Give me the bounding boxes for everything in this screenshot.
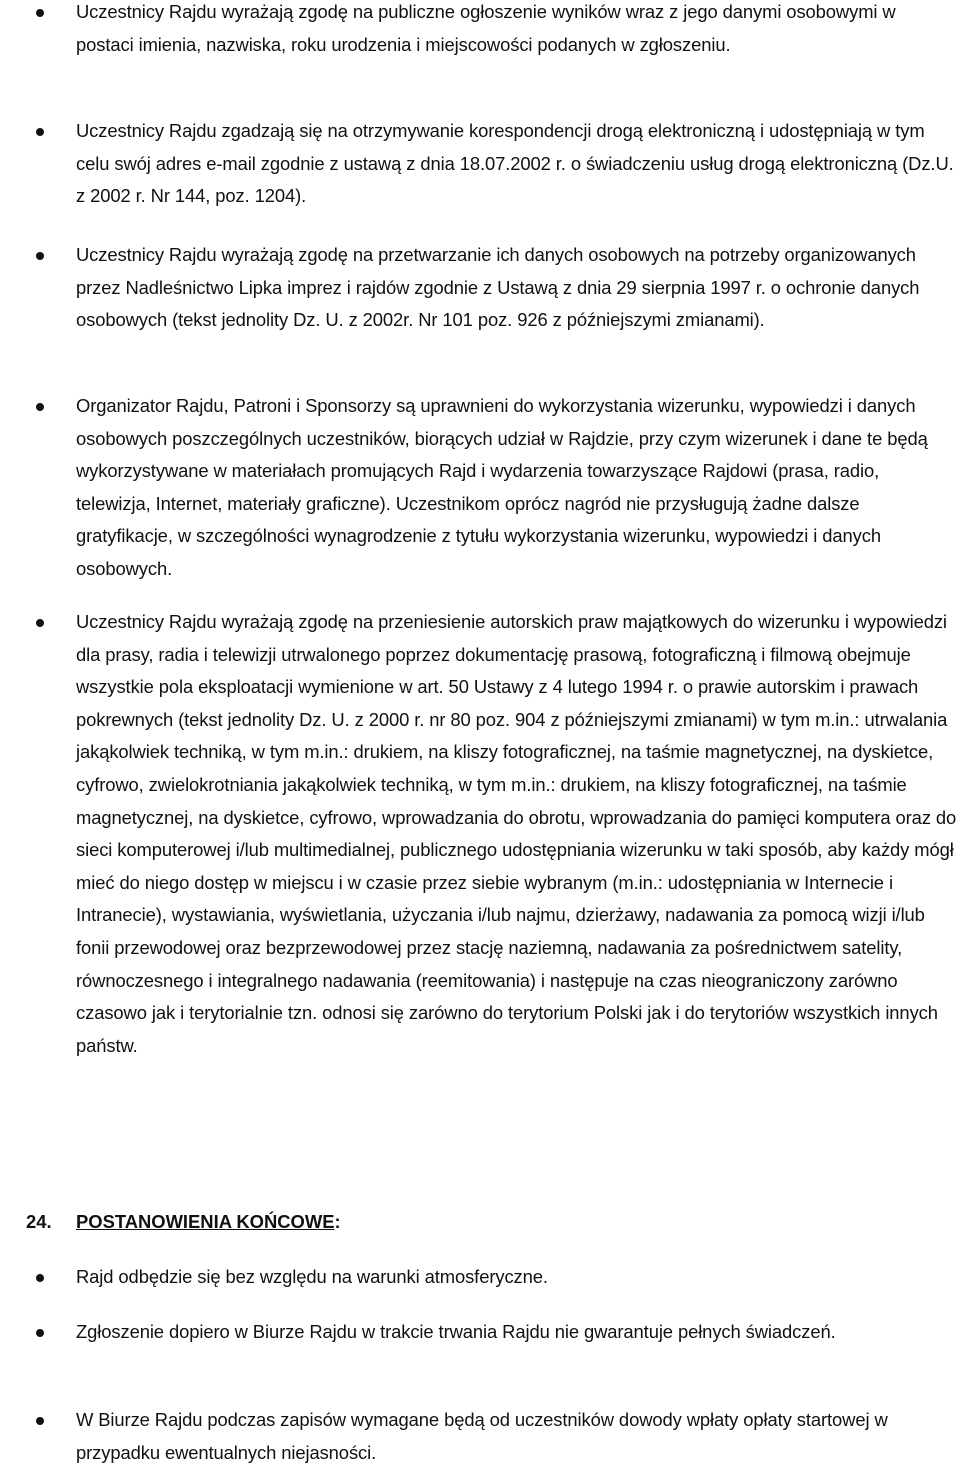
list-item-text: Organizator Rajdu, Patroni i Sponsorzy są uprawnieni do wykorzystania wizerunku, wypowiedzi i danych osobowych poszczególnych uczestników, biorących udział w Rajdzie, przy czym wizerunek i dane te będą wykorzystywane w materiałach promujących Rajd i wydarzenia towarzyszące Rajdowi (prasa, radio, telewizja, Internet, materiały graficzne). Uczestnikom oprócz nagród nie przysługują żadne dalsze gratyfikacje, w szczególności wynagrodzenie z tytułu wykorzystania wizerunku, wypowiedzi i danych osobowych. — [76, 395, 928, 579]
bullet-icon — [36, 1329, 44, 1337]
list-item-text: Rajd odbędzie się bez względu na warunki atmosferyczne. — [76, 1266, 548, 1287]
section-heading — [0, 1206, 960, 1240]
section-title-text: POSTANOWIENIA KOŃCOWE — [76, 1211, 335, 1232]
bullet-icon — [36, 1417, 44, 1425]
list-item-text: Zgłoszenie dopiero w Biurze Rajdu w trakcie trwania Rajdu nie gwarantuje pełnych świadczeń. — [76, 1321, 836, 1342]
list-item-text: Uczestnicy Rajdu wyrażają zgodę na przeniesienie autorskich praw majątkowych do wizerunku i wypowiedzi dla prasy, radia i telewizji utrwalonego poprzez dokumentację prasową, fotograficzną i filmową obejmuje wszystkie pola eksploatacji wymienione w art. 50 Ustawy z 4 lutego 1994 r. o prawie autorskim i prawach pokrewnych (tekst jednolity Dz. U. z 2000 r. nr 80 poz. 904 z późniejszymi zmianami) w tym m.in.: utrwalania jakąkolwiek techniką, w tym m.in.: drukiem, na kliszy fotograficznej, na taśmie magnetycznej, na dyskietce, cyfrowo, zwielokrotniania jakąkolwiek techniką, w tym m.in.: drukiem, na kliszy fotograficznej, na taśmie magnetycznej, na dyskietce, cyfrowo, wprowadzania do obrotu, wprowadzania do pamięci komputera oraz do sieci komputerowej i/lub multimedialnej, publicznego udostępniania wizerunku w taki sposób, aby każdy mógł mieć do niego dostęp w miejscu i w czasie przez siebie wybranym (m.in.: udostępniania w Internecie i Intranecie), wystawiania, wyświetlania, użyczania i/lub najmu, dzierżawy, nadawania za pomocą wizji i/lub fonii przewodowej oraz bezprzewodowej przez stację naziemną, nadawania za pośrednictwem satelity, równoczesnego i integralnego nadawania (reemitowania) i następuje na czas nieograniczony zarówno czasowo jak i terytorialnie tzn. odnosi się zarówno do terytorium Polski jak i do terytoriów wszystkich innych państw. — [76, 611, 957, 1056]
bullet-icon — [36, 1274, 44, 1282]
list-item-text: W Biurze Rajdu podczas zapisów wymagane będą od uczestników dowody wpłaty opłaty startowej w przypadku ewentualnych niejasności. — [76, 1409, 888, 1463]
section-title — [76, 1206, 341, 1239]
section-title-suffix: : — [334, 1211, 341, 1232]
list-item-text: Uczestnicy Rajdu zgadzają się na otrzymywanie korespondencji drogą elektroniczną i udostępniają w tym celu swój adres e-mail zgodnie z ustawą z dnia 18.07.2002 r. o świadczeniu usług drogą elektroniczną (Dz.U. z 2002 r. Nr 144, poz. 1204). — [76, 120, 954, 207]
bullet-icon — [36, 9, 44, 17]
list-item-text: Uczestnicy Rajdu wyrażają zgodę na przetwarzanie ich danych osobowych na potrzeby organizowanych przez Nadleśnictwo Lipka imprez i rajdów zgodnie z Ustawą z dnia 29 sierpnia 1997 r. o ochronie danych osobowych (tekst jednolity Dz. U. z 2002r. Nr 101 poz. 926 z późniejszymi zmianami). — [76, 244, 920, 331]
bullet-icon — [36, 252, 44, 260]
list-item-text: Uczestnicy Rajdu wyrażają zgodę na publiczne ogłoszenie wyników wraz z jego danymi osobowymi w postaci imienia, nazwiska, roku urodzenia i miejscowości podanych w zgłoszeniu. — [76, 1, 896, 55]
bullet-icon — [36, 619, 44, 627]
bullet-icon — [36, 403, 44, 411]
section-number: 24. — [26, 1211, 52, 1232]
bullet-icon — [36, 128, 44, 136]
